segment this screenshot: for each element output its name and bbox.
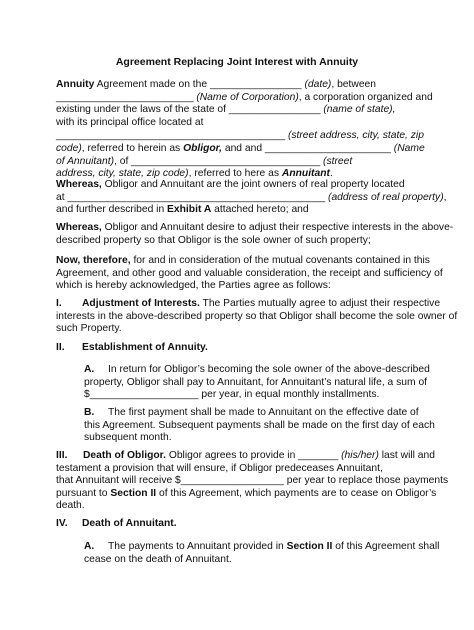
clause-4a-line-1: A. The payments to Annuitant provided in Section II of this Agreement shall xyxy=(84,541,440,552)
section-1-line-3: such Property. xyxy=(56,323,122,335)
now-line-2: Agreement, and other good and valuable consideration, the receipt and sufficiency of xyxy=(56,267,443,279)
intro-line-7: of Annuitant), of _________________________________ (street xyxy=(56,155,353,167)
section-4-clause-a xyxy=(84,541,440,566)
intro-line-2: ________________________ (Name of Corporation), a corporation organized and xyxy=(56,91,433,103)
clause-2a-line-3: $___________________ per year, in equal monthly installments. xyxy=(84,389,380,401)
section-heading: Establishment of Annuity. xyxy=(82,342,208,353)
clause-2a-line-1: A. In return for Obligor’s becoming the sole owner of the above-described xyxy=(84,364,430,375)
intro-line-6: code), referred to herein as Obligor, and and ______________________ (Name xyxy=(56,142,425,154)
intro-line-1: Annuity Agreement made on the ________________ (date), between xyxy=(56,79,377,90)
section-3-line-2: testament a provision that will ensure, if Obligor predeceases Annuitant, xyxy=(56,462,383,474)
clause-2b-line-3: subsequent month. xyxy=(84,432,172,444)
clause-4a-line-2: cease on the death of Annuitant. xyxy=(84,553,232,565)
section-2-heading-line xyxy=(56,342,428,355)
clause-2b-line-1: B. The first payment shall be made to Annuitant on the effective date of xyxy=(84,407,419,418)
section-4-heading-line xyxy=(56,518,428,531)
section-heading: Adjustment of Interests. xyxy=(82,298,200,309)
whereas-paragraph-1 xyxy=(56,179,447,217)
section-heading: Death of Obligor. xyxy=(83,450,166,461)
page-title: Agreement Replacing Joint Interest with Annuity xyxy=(115,56,359,68)
section-2-clause-b xyxy=(84,407,435,445)
section-3-line-4: pursuant to Section II of this Agreement, which payments are to cease on Obligor’s xyxy=(56,487,437,499)
clause-2b-line-2: this Agreement. Subsequent payments shall be made on the first day of each xyxy=(84,419,435,431)
intro-line-8: address, city, state, zip code), referred to here as Annuitant. xyxy=(56,168,333,180)
intro-line-5: ________________________________________ (street address, city, state, zip xyxy=(56,130,424,142)
intro-line-4: with its principal office located at xyxy=(56,116,204,128)
now-line-1: Now, therefore, for and in consideration of the mutual covenants contained in this xyxy=(56,255,430,266)
section-3 xyxy=(56,450,449,513)
now-therefore-paragraph xyxy=(56,255,443,293)
whereas-paragraph-2 xyxy=(56,222,454,247)
whereas1-line-3: and further described in Exhibit A attached hereto; and xyxy=(56,204,309,216)
whereas1-line-2: at _____________________________________________ (address of real property), xyxy=(56,191,447,203)
section-3-line-1: III. Death of Obligor. Obligor agrees to provide in _______ (his/her) last will and xyxy=(56,450,435,461)
now-line-3: which is hereby acknowledged, the Parties agree as follows: xyxy=(56,280,331,292)
section-1-line-2: interests in the above-described property so that Obligor shall become the sole owner of xyxy=(56,310,458,322)
section-3-line-5: death. xyxy=(56,500,85,512)
section-1 xyxy=(56,298,458,336)
section-3-line-3: that Annuitant will receive $__________________ per year to replace those payments xyxy=(56,475,449,487)
whereas2-line-2: described property so that Obligor is the sole owner of such property; xyxy=(56,234,371,246)
section-number: II. xyxy=(56,342,65,353)
section-number: I. xyxy=(56,298,62,309)
section-heading: Death of Annuitant. xyxy=(82,518,177,529)
section-number: IV. xyxy=(56,518,68,529)
section-4 xyxy=(56,518,428,531)
intro-line-3: existing under the laws of the state of ________________ (name of state), xyxy=(56,104,396,116)
section-1-line-1: I. Adjustment of Interests. The Parties mutually agree to adjust their respective xyxy=(56,298,441,309)
clause-2a-line-2: property, Obligor shall pay to Annuitant, for Annuitant’s natural life, a sum of xyxy=(84,376,428,388)
whereas1-line-1: Whereas, Obligor and Annuitant are the joint owners of real property located xyxy=(56,179,405,190)
section-number: III. xyxy=(56,450,68,461)
intro-paragraph xyxy=(56,79,433,181)
section-2-clause-a xyxy=(84,364,428,402)
whereas2-line-1: Whereas, Obligor and Annuitant desire to adjust their respective interests in the above- xyxy=(56,222,454,233)
section-2 xyxy=(56,342,428,355)
